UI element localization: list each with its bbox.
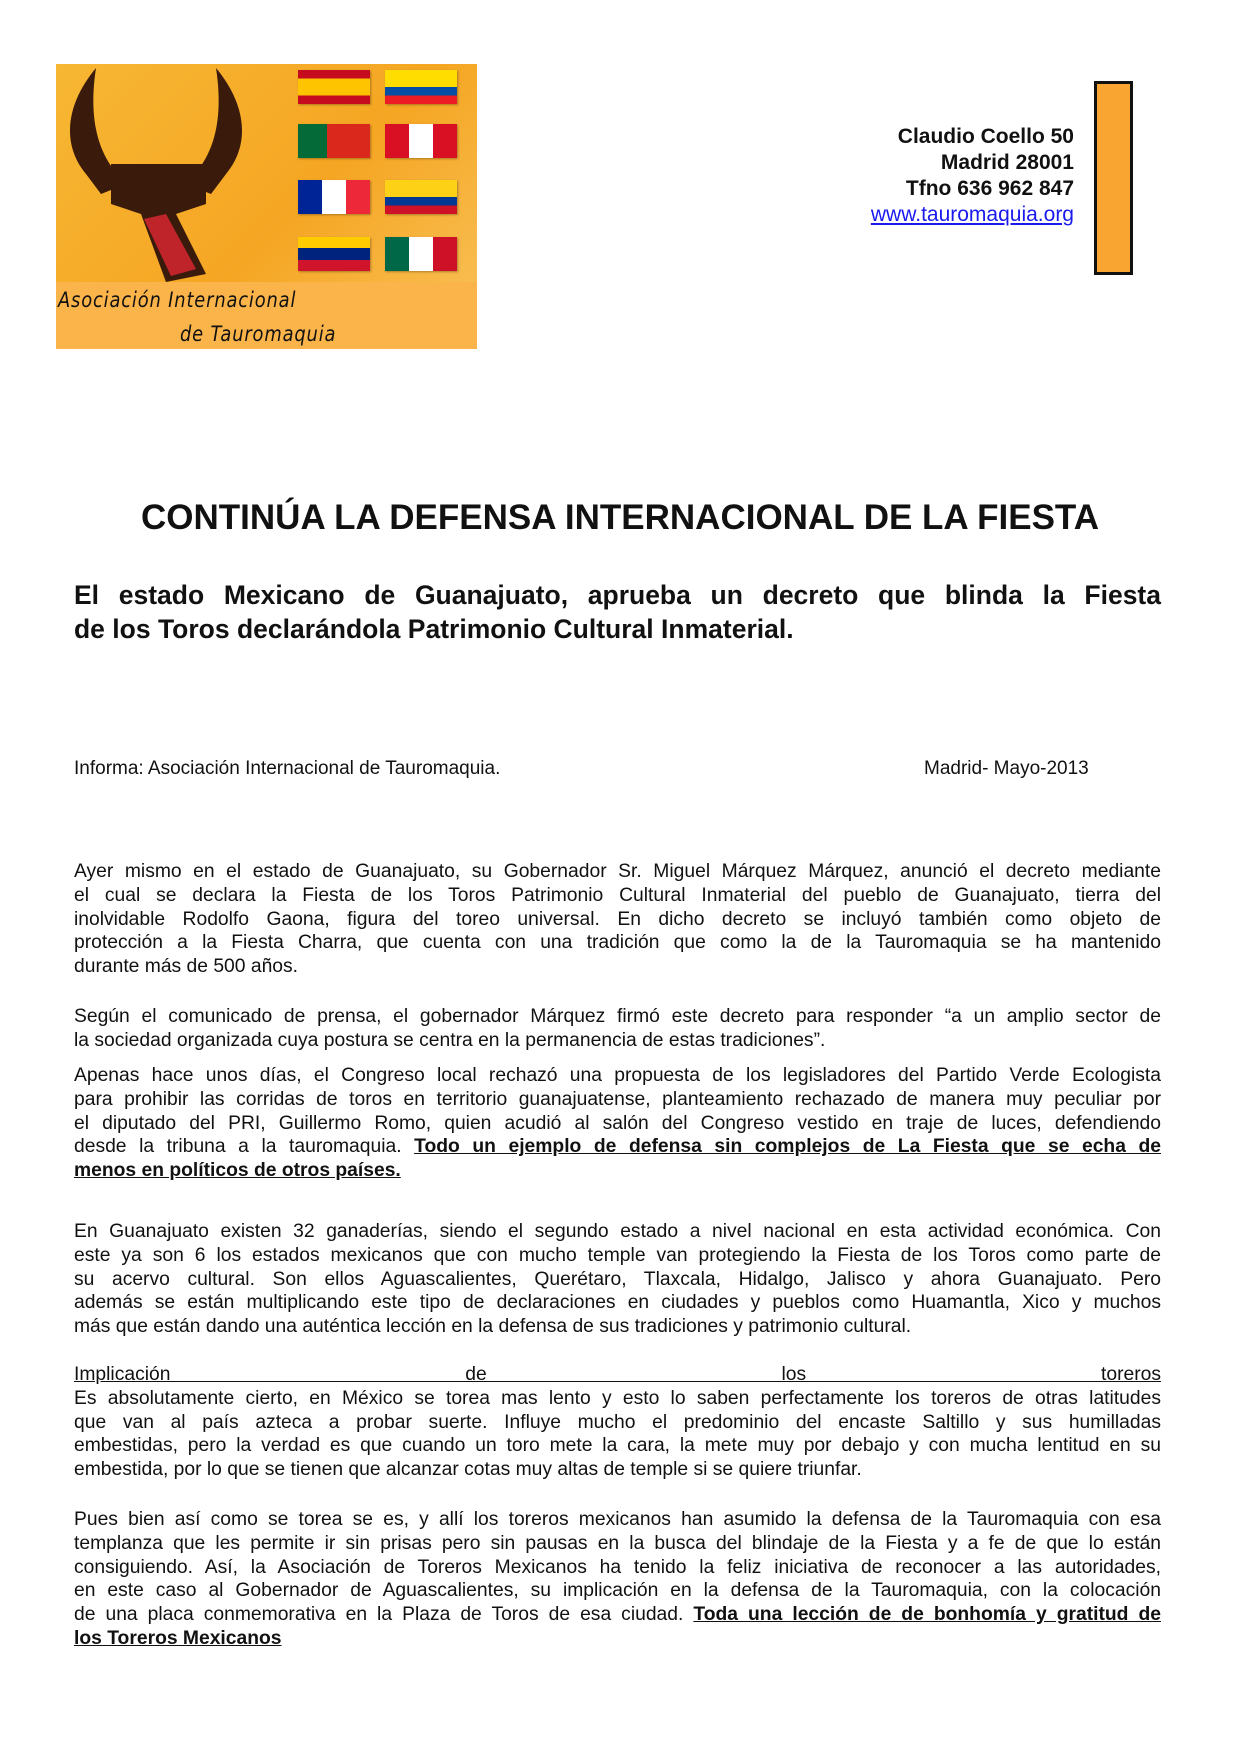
paragraph — [74, 860, 1161, 979]
paragraph-line: consiguiendo. Así, la Asociación de Toreros Mexicanos ha tenido la feliz iniciativa de reconocer a las autoridades, — [74, 1556, 1161, 1578]
paragraph-line: para prohibir las corridas de toros en territorio guanajuatense, planteamiento rechazado de manera muy peculiar por — [74, 1088, 1161, 1110]
paragraph-line: embestidas, pero la verdad es que cuando un toro mete la cara, la mete muy por debajo y con mucha lentitud en su — [74, 1435, 1161, 1457]
paragraph — [74, 1220, 1161, 1339]
flag-colombia — [385, 180, 457, 214]
paragraph — [74, 1363, 1161, 1482]
address-city: Madrid 28001 — [940, 151, 1074, 174]
orange-accent-bar — [1094, 81, 1133, 275]
paragraph-line: la sociedad organizada cuya postura se centra en la permanencia de estas tradiciones”. — [74, 1029, 826, 1051]
logo-text-line1: Asociación Internacional — [58, 288, 297, 312]
emphasized-text: Toda una lección de de bonhomía y gratitud de — [693, 1604, 1161, 1626]
paragraph-line: Es absolutamente cierto, en México se torea mas lento y esto lo saben perfectamente los toreros de otras latitudes — [74, 1387, 1161, 1409]
text-segment: desde la tribuna a la tauromaquia. — [74, 1136, 415, 1158]
paragraph — [74, 1508, 1161, 1651]
emphasized-text: los Toreros Mexicanos — [74, 1627, 282, 1649]
paragraph-line: este ya son 6 los estados mexicanos que con mucho temple van protegiendo la Fiesta de los Toros como parte de — [74, 1244, 1161, 1266]
subtitle — [74, 578, 1161, 646]
paragraph-line: protección a la Fiesta Charra, que cuenta con una tradición que como la de la Tauromaquia se ha mantenido — [74, 932, 1161, 954]
bull-matador-icon — [56, 64, 286, 282]
paragraph — [74, 1064, 1161, 1183]
byline-date: Madrid- Mayo-2013 — [924, 758, 1089, 779]
paragraph-line: Según el comunicado de prensa, el gobernador Márquez firmó este decreto para responder “a un amplio sector de — [74, 1006, 1161, 1027]
paragraph-line: inolvidable Rodolfo Gaona, figura del toreo universal. En dicho decreto se incluyó también como objeto de — [74, 908, 1161, 930]
paragraph-line: durante más de 500 años. — [74, 956, 299, 978]
paragraph — [74, 1005, 1161, 1053]
paragraph-line: Pues bien así como se torea se es, y allí los toreros mexicanos han asumido la defensa de la Tauromaquia con esa — [74, 1509, 1161, 1530]
paragraph-line: templanza que les permite ir sin prisas pero sin pausas en la busca del blindaje de la Fiesta y a fe de que lo están — [74, 1532, 1161, 1554]
paragraph-line: que van al país azteca a probar suerte. Influye mucho el predominio del encaste Saltillo y sus humilladas — [74, 1411, 1161, 1433]
address-block — [871, 124, 1074, 228]
emphasized-text: Implicación de los toreros — [74, 1364, 1161, 1385]
byline-source: Informa: Asociación Internacional de Tauromaquia. — [74, 758, 501, 779]
flag-peru — [385, 124, 457, 158]
paragraph-line: además se están multiplicando este tipo de declaraciones en ciudades y pueblos como Huamantla, Xico y muchos — [74, 1292, 1161, 1314]
address-phone: Tfno 636 962 847 — [905, 177, 1074, 200]
emphasized-text: Todo un ejemplo de defensa sin complejos de La Fiesta que se echa de — [414, 1136, 1161, 1158]
paragraph-line: En Guanajuato existen 32 ganaderías, siendo el segundo estado a nivel nacional en esta actividad económica. Con — [74, 1221, 1161, 1242]
flag-france — [298, 180, 370, 214]
flag-ecuador — [385, 70, 457, 104]
subtitle-line: de los Toros declarándola Patrimonio Cultural Inmaterial. — [74, 614, 794, 644]
page-title: CONTINÚA LA DEFENSA INTERNACIONAL DE LA FIESTA — [141, 498, 1099, 537]
paragraph-line — [74, 1363, 1161, 1387]
paragraph-line: Apenas hace unos días, el Congreso local rechazó una propuesta de los legisladores del Partido Verde Ecologista — [74, 1065, 1161, 1086]
flag-mexico — [385, 237, 457, 271]
paragraph-line: el diputado del PRI, Guillermo Romo, quien acudió al salón del Congreso vestido en traje de luces, defendiendo — [74, 1112, 1161, 1134]
flag-venezuela — [298, 237, 370, 271]
paragraph-line: embestida, por lo que se tienen que alcanzar cotas muy altas de temple si se quiere triunfar. — [74, 1459, 862, 1481]
text-segment: de una placa conmemorativa en la Plaza de Toros de esa ciudad. — [74, 1604, 694, 1626]
paragraph-line: Ayer mismo en el estado de Guanajuato, su Gobernador Sr. Miguel Márquez Márquez, anunció el decreto mediante — [74, 861, 1161, 882]
subtitle-line: El estado Mexicano de Guanajuato, aprueba un decreto que blinda la Fiesta — [74, 580, 1161, 610]
flag-portugal — [298, 124, 370, 158]
paragraph-line — [74, 1603, 1161, 1627]
logo-text-band — [56, 282, 477, 349]
emphasized-text: menos en políticos de otros países. — [74, 1160, 401, 1182]
flag-spain — [298, 70, 370, 104]
paragraph-line: su acervo cultural. Son ellos Aguascalientes, Querétaro, Tlaxcala, Hidalgo, Jalisco y ahora Guanajuato. Pero — [74, 1268, 1161, 1290]
address-street: Claudio Coello 50 — [897, 125, 1074, 148]
paragraph-line — [74, 1159, 1161, 1183]
paragraph-line: el cual se declara la Fiesta de los Toros Patrimonio Cultural Inmaterial del pueblo de Guanajuato, tierra del — [74, 884, 1161, 906]
website-link[interactable]: www.tauromaquia.org — [870, 203, 1074, 226]
paragraph-line — [74, 1627, 1161, 1651]
paragraph-line: más que están dando una auténtica lección en la defensa de sus tradiciones y patrimonio cultural. — [74, 1316, 912, 1338]
paragraph-line: en este caso al Gobernador de Aguascalientes, su implicación en la defensa de la Tauromaquia, con la colocación — [74, 1580, 1161, 1602]
paragraph-line — [74, 1135, 1161, 1159]
association-logo — [56, 64, 477, 349]
logo-text-line2: de Tauromaquia — [180, 322, 337, 346]
